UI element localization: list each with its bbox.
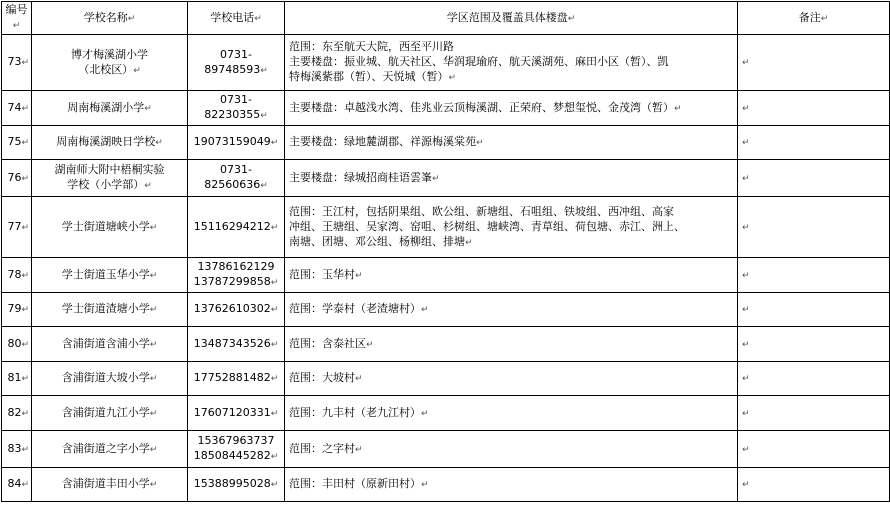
cell-area-text: 范围：九丰村（老九江村） bbox=[289, 405, 421, 419]
paragraph-mark: ↵ bbox=[270, 138, 279, 148]
cell-area-text: 范围：学泰村（老渣塘村） bbox=[289, 302, 421, 315]
cell-school-name-text: 学士街道渣塘小学 bbox=[61, 302, 150, 315]
header-phone: 学校电话↵ bbox=[188, 2, 285, 35]
table-row bbox=[2, 327, 890, 362]
paragraph-mark: ↵ bbox=[355, 374, 363, 384]
cell-note: ↵ bbox=[738, 362, 890, 396]
cell-school-name bbox=[32, 197, 188, 258]
cell-school-name-text: 含浦街道含浦小学 bbox=[61, 336, 150, 350]
cell-area-text: 主要楼盘：卓越浅水湾、佳兆业云顶梅溪湖、正荣府、梦想玺悦、金茂湾（暂） bbox=[289, 100, 674, 114]
cell-area bbox=[285, 468, 738, 502]
table-row bbox=[2, 91, 890, 126]
cell-phone-text: 13786162129 bbox=[197, 260, 275, 273]
cell-id: 77↵ bbox=[2, 197, 32, 258]
cell-phone bbox=[188, 35, 285, 91]
cell-school-name bbox=[32, 258, 188, 293]
cell-id: 82↵ bbox=[2, 396, 32, 431]
cell-area bbox=[285, 35, 738, 91]
cell-area-text: 主要楼盘：绿地麓湖郡、祥源梅溪棠苑 bbox=[289, 135, 476, 148]
paragraph-mark: ↵ bbox=[674, 103, 682, 114]
cell-note: ↵ bbox=[738, 35, 890, 91]
paragraph-mark: ↵ bbox=[355, 444, 363, 455]
header-id: 编号↵ bbox=[2, 2, 32, 35]
cell-phone bbox=[188, 362, 285, 396]
paragraph-mark: ↵ bbox=[260, 181, 268, 191]
cell-area-text: 特梅溪紫郡（暂）、天悦城（暂） bbox=[289, 70, 449, 83]
paragraph-mark: ↵ bbox=[421, 305, 429, 315]
cell-school-name-text: 湖南师大附中梧桐实验 bbox=[54, 163, 165, 176]
paragraph-mark: ↵ bbox=[270, 278, 279, 288]
paragraph-mark: ↵ bbox=[149, 480, 158, 490]
cell-id: 81↵ bbox=[2, 362, 32, 396]
cell-area-text: 范围：含泰社区 bbox=[289, 336, 366, 350]
paragraph-mark: ↵ bbox=[149, 270, 158, 281]
cell-school-name bbox=[32, 293, 188, 327]
cell-area bbox=[285, 327, 738, 362]
cell-area-text: 主要楼盘：绿城招商桂语雲峯 bbox=[289, 170, 432, 184]
table-row bbox=[2, 35, 890, 91]
cell-note: ↵ bbox=[738, 431, 890, 468]
cell-id: 73↵ bbox=[2, 35, 32, 91]
cell-id: 76↵ bbox=[2, 160, 32, 197]
cell-id: 80↵ bbox=[2, 327, 32, 362]
cell-school-name bbox=[32, 91, 188, 126]
paragraph-mark: ↵ bbox=[366, 339, 374, 350]
cell-school-name bbox=[32, 362, 188, 396]
cell-phone bbox=[188, 327, 285, 362]
cell-phone-text: 0731-82560636 bbox=[204, 163, 261, 191]
cell-note: ↵ bbox=[738, 468, 890, 502]
cell-area-text: 主要楼盘：振业城、航天社区、华润琨瑜府、航天溪湖苑、麻田小区（暂）、凯 bbox=[289, 55, 669, 68]
paragraph-mark: ↵ bbox=[432, 173, 440, 184]
cell-area-text: 南塘、团塘、邓公组、杨柳组、排塘 bbox=[289, 234, 465, 248]
cell-school-name-text: 学士街道玉华小学 bbox=[61, 267, 150, 281]
cell-area-text: 范围：王江村，包括阴果组、欧公组、新塘组、石咀组、铁坡组、西冲组、高家 bbox=[289, 204, 674, 218]
table-row bbox=[2, 431, 890, 468]
cell-id: 75↵ bbox=[2, 126, 32, 160]
cell-phone bbox=[188, 396, 285, 431]
cell-school-name-text: 含浦街道之字小学 bbox=[61, 441, 150, 455]
cell-phone-text: 0731-89748593 bbox=[204, 47, 261, 76]
cell-area bbox=[285, 293, 738, 327]
header-area: 学区范围及覆盖具体楼盘↵ bbox=[285, 2, 738, 35]
cell-phone bbox=[188, 293, 285, 327]
cell-area-text: 冲组、王塘组、吴家湾、窑咀、杉树组、塘峡湾、青草组、荷包塘、赤江、洲上、 bbox=[289, 219, 685, 233]
cell-area-text: 范围：东至航天大院，西至平川路 bbox=[289, 40, 454, 53]
table-body bbox=[2, 35, 890, 502]
table-row bbox=[2, 293, 890, 327]
table-row bbox=[2, 396, 890, 431]
paragraph-mark: ↵ bbox=[149, 339, 158, 350]
cell-school-name-text: 含浦街道九江小学 bbox=[61, 405, 150, 419]
cell-phone-text: 15116294212 bbox=[193, 219, 271, 233]
paragraph-mark: ↵ bbox=[144, 181, 152, 191]
table-row bbox=[2, 160, 890, 197]
cell-school-name bbox=[32, 35, 188, 91]
cell-note: ↵ bbox=[738, 126, 890, 160]
cell-school-name-text: 周南梅溪湖映日学校 bbox=[56, 135, 156, 148]
cell-phone-text: 15388995028 bbox=[193, 477, 271, 490]
cell-area bbox=[285, 431, 738, 468]
cell-phone-text: 13787299858 bbox=[193, 275, 271, 288]
paragraph-mark: ↵ bbox=[149, 408, 158, 419]
cell-school-name-text: 学士街道塘峡小学 bbox=[61, 219, 150, 233]
paragraph-mark: ↵ bbox=[448, 73, 457, 83]
cell-note: ↵ bbox=[738, 197, 890, 258]
cell-id: 74↵ bbox=[2, 91, 32, 126]
paragraph-mark: ↵ bbox=[133, 65, 141, 76]
cell-school-name bbox=[32, 396, 188, 431]
cell-school-name-text: 周南梅溪湖小学 bbox=[67, 100, 145, 114]
paragraph-mark: ↵ bbox=[149, 222, 158, 233]
cell-phone bbox=[188, 126, 285, 160]
cell-area bbox=[285, 258, 738, 293]
cell-note: ↵ bbox=[738, 258, 890, 293]
cell-school-name-text: 博才梅溪湖小学 bbox=[71, 47, 148, 61]
cell-school-name bbox=[32, 431, 188, 468]
cell-area-text: 范围：丰田村（原新田村） bbox=[289, 477, 421, 490]
cell-school-name bbox=[32, 126, 188, 160]
cell-area bbox=[285, 126, 738, 160]
cell-phone bbox=[188, 468, 285, 502]
cell-school-name-text: 学校（小学部） bbox=[67, 178, 145, 191]
table-header-row bbox=[2, 2, 890, 35]
cell-area-text: 范围：玉华村 bbox=[289, 267, 355, 281]
paragraph-mark: ↵ bbox=[149, 444, 158, 455]
paragraph-mark: ↵ bbox=[270, 222, 279, 233]
cell-phone-text: 19073159049 bbox=[193, 135, 271, 148]
cell-area-text: 范围：之字村 bbox=[289, 441, 355, 455]
cell-note: ↵ bbox=[738, 91, 890, 126]
paragraph-mark: ↵ bbox=[260, 65, 268, 76]
cell-area bbox=[285, 197, 738, 258]
paragraph-mark: ↵ bbox=[355, 270, 363, 281]
table-row bbox=[2, 258, 890, 293]
cell-school-name-text: 含浦街道大坡小学 bbox=[61, 371, 150, 384]
table-row bbox=[2, 126, 890, 160]
cell-area bbox=[285, 362, 738, 396]
table-row bbox=[2, 197, 890, 258]
paragraph-mark: ↵ bbox=[465, 237, 473, 248]
paragraph-mark: ↵ bbox=[260, 111, 268, 121]
cell-id: 84↵ bbox=[2, 468, 32, 502]
paragraph-mark: ↵ bbox=[155, 138, 163, 148]
cell-note: ↵ bbox=[738, 160, 890, 197]
cell-phone-text: 18508445282 bbox=[193, 449, 271, 462]
header-name: 学校名称↵ bbox=[32, 2, 188, 35]
cell-phone-text: 0731-82230355 bbox=[204, 93, 261, 121]
paragraph-mark: ↵ bbox=[270, 374, 279, 384]
paragraph-mark: ↵ bbox=[149, 374, 158, 384]
paragraph-mark: ↵ bbox=[421, 480, 429, 490]
cell-school-name-text: 含浦街道丰田小学 bbox=[61, 477, 150, 490]
cell-note: ↵ bbox=[738, 293, 890, 327]
cell-phone-text: 13487343526 bbox=[193, 336, 271, 350]
paragraph-mark: ↵ bbox=[270, 305, 279, 315]
cell-phone bbox=[188, 431, 285, 468]
cell-area bbox=[285, 160, 738, 197]
paragraph-mark: ↵ bbox=[476, 138, 484, 148]
header-note: 备注↵ bbox=[738, 2, 890, 35]
cell-phone bbox=[188, 160, 285, 197]
cell-area bbox=[285, 396, 738, 431]
table-row bbox=[2, 362, 890, 396]
cell-phone-text: 15367963737 bbox=[197, 434, 275, 447]
table-row bbox=[2, 468, 890, 502]
paragraph-mark: ↵ bbox=[149, 305, 158, 315]
cell-phone-text: 17607120331 bbox=[193, 405, 271, 419]
paragraph-mark: ↵ bbox=[270, 339, 279, 350]
cell-id: 79↵ bbox=[2, 293, 32, 327]
cell-school-name-text: （北校区） bbox=[78, 62, 134, 76]
paragraph-mark: ↵ bbox=[421, 408, 429, 419]
paragraph-mark: ↵ bbox=[270, 452, 279, 462]
cell-note: ↵ bbox=[738, 327, 890, 362]
cell-id: 83↵ bbox=[2, 431, 32, 468]
cell-area-text: 范围：大坡村 bbox=[289, 371, 355, 384]
cell-school-name bbox=[32, 160, 188, 197]
cell-school-name bbox=[32, 327, 188, 362]
cell-area bbox=[285, 91, 738, 126]
school-district-table bbox=[1, 1, 890, 502]
cell-phone-text: 13762610302 bbox=[193, 302, 271, 315]
paragraph-mark: ↵ bbox=[144, 103, 152, 114]
cell-note: ↵ bbox=[738, 396, 890, 431]
cell-phone bbox=[188, 258, 285, 293]
cell-phone bbox=[188, 91, 285, 126]
cell-phone-text: 17752881482 bbox=[193, 371, 271, 384]
paragraph-mark: ↵ bbox=[270, 480, 279, 490]
paragraph-mark: ↵ bbox=[270, 408, 279, 419]
cell-phone bbox=[188, 197, 285, 258]
cell-id: 78↵ bbox=[2, 258, 32, 293]
cell-school-name bbox=[32, 468, 188, 502]
